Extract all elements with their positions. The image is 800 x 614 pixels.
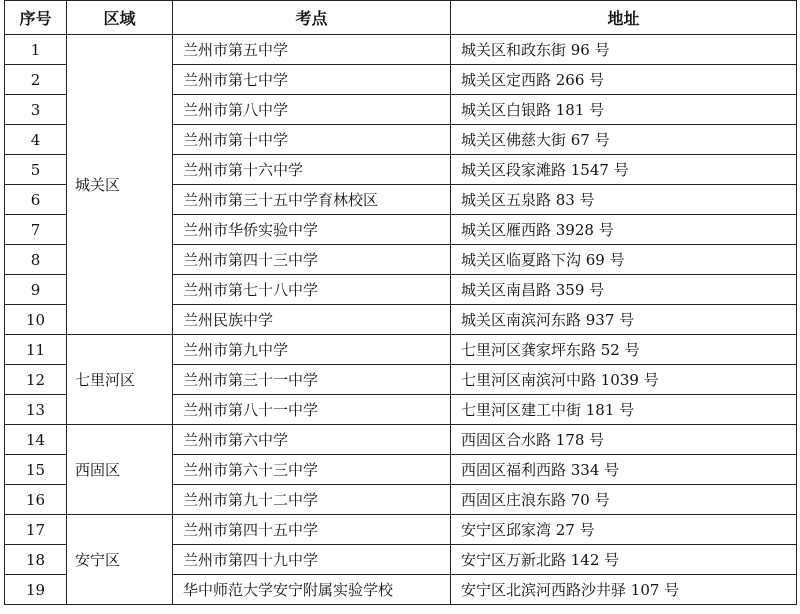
row-index: 15 bbox=[5, 455, 67, 485]
row-index: 11 bbox=[5, 335, 67, 365]
exam-site-name: 兰州市第九十二中学 bbox=[173, 485, 451, 515]
exam-site-address: 城关区雁西路 3928 号 bbox=[451, 215, 797, 245]
exam-site-name: 兰州市第四十五中学 bbox=[173, 515, 451, 545]
exam-site-address: 西固区福利西路 334 号 bbox=[451, 455, 797, 485]
exam-site-address: 安宁区万新北路 142 号 bbox=[451, 545, 797, 575]
exam-site-address: 城关区五泉路 83 号 bbox=[451, 185, 797, 215]
exam-site-name: 兰州市第七中学 bbox=[173, 65, 451, 95]
row-index: 18 bbox=[5, 545, 67, 575]
row-index: 14 bbox=[5, 425, 67, 455]
district-cell: 安宁区 bbox=[67, 515, 173, 605]
exam-site-address: 西固区庄浪东路 70 号 bbox=[451, 485, 797, 515]
row-index: 6 bbox=[5, 185, 67, 215]
row-index: 9 bbox=[5, 275, 67, 305]
table-row bbox=[5, 515, 797, 545]
exam-site-address: 城关区南滨河东路 937 号 bbox=[451, 305, 797, 335]
exam-site-address: 城关区和政东街 96 号 bbox=[451, 35, 797, 65]
exam-site-name: 兰州市第三十一中学 bbox=[173, 365, 451, 395]
table-header-row bbox=[5, 1, 797, 35]
exam-site-address: 七里河区南滨河中路 1039 号 bbox=[451, 365, 797, 395]
exam-site-address: 城关区南昌路 359 号 bbox=[451, 275, 797, 305]
row-index: 8 bbox=[5, 245, 67, 275]
exam-site-address: 城关区佛慈大街 67 号 bbox=[451, 125, 797, 155]
exam-sites-table-wrapper bbox=[4, 0, 797, 605]
exam-site-address: 城关区段家滩路 1547 号 bbox=[451, 155, 797, 185]
exam-site-name: 兰州市第八中学 bbox=[173, 95, 451, 125]
row-index: 2 bbox=[5, 65, 67, 95]
exam-site-address: 安宁区邱家湾 27 号 bbox=[451, 515, 797, 545]
district-cell: 西固区 bbox=[67, 425, 173, 515]
row-index: 16 bbox=[5, 485, 67, 515]
district-cell: 七里河区 bbox=[67, 335, 173, 425]
exam-site-name: 兰州市第十中学 bbox=[173, 125, 451, 155]
row-index: 17 bbox=[5, 515, 67, 545]
exam-site-name: 兰州市第四十九中学 bbox=[173, 545, 451, 575]
row-index: 19 bbox=[5, 575, 67, 605]
table-row bbox=[5, 425, 797, 455]
exam-site-address: 城关区临夏路下沟 69 号 bbox=[451, 245, 797, 275]
exam-site-address: 安宁区北滨河西路沙井驿 107 号 bbox=[451, 575, 797, 605]
district-cell: 城关区 bbox=[67, 35, 173, 335]
exam-site-name: 兰州市第六中学 bbox=[173, 425, 451, 455]
row-index: 5 bbox=[5, 155, 67, 185]
exam-site-name: 兰州市第五中学 bbox=[173, 35, 451, 65]
header-site: 考点 bbox=[173, 1, 451, 35]
exam-site-address: 城关区白银路 181 号 bbox=[451, 95, 797, 125]
header-address: 地址 bbox=[451, 1, 797, 35]
table-body bbox=[5, 35, 797, 605]
header-district: 区域 bbox=[67, 1, 173, 35]
exam-site-name: 兰州市第三十五中学育林校区 bbox=[173, 185, 451, 215]
row-index: 12 bbox=[5, 365, 67, 395]
row-index: 10 bbox=[5, 305, 67, 335]
exam-site-address: 七里河区龚家坪东路 52 号 bbox=[451, 335, 797, 365]
exam-site-name: 华中师范大学安宁附属实验学校 bbox=[173, 575, 451, 605]
exam-site-name: 兰州市第七十八中学 bbox=[173, 275, 451, 305]
exam-sites-table bbox=[4, 0, 797, 605]
exam-site-name: 兰州市第十六中学 bbox=[173, 155, 451, 185]
exam-site-address: 西固区合水路 178 号 bbox=[451, 425, 797, 455]
exam-site-name: 兰州市第六十三中学 bbox=[173, 455, 451, 485]
row-index: 3 bbox=[5, 95, 67, 125]
exam-site-name: 兰州市第九中学 bbox=[173, 335, 451, 365]
exam-site-name: 兰州民族中学 bbox=[173, 305, 451, 335]
exam-site-address: 城关区定西路 266 号 bbox=[451, 65, 797, 95]
table-row bbox=[5, 35, 797, 65]
table-row bbox=[5, 335, 797, 365]
row-index: 4 bbox=[5, 125, 67, 155]
exam-site-name: 兰州市华侨实验中学 bbox=[173, 215, 451, 245]
exam-site-name: 兰州市第四十三中学 bbox=[173, 245, 451, 275]
row-index: 13 bbox=[5, 395, 67, 425]
exam-site-name: 兰州市第八十一中学 bbox=[173, 395, 451, 425]
row-index: 7 bbox=[5, 215, 67, 245]
exam-site-address: 七里河区建工中街 181 号 bbox=[451, 395, 797, 425]
row-index: 1 bbox=[5, 35, 67, 65]
header-index: 序号 bbox=[5, 1, 67, 35]
